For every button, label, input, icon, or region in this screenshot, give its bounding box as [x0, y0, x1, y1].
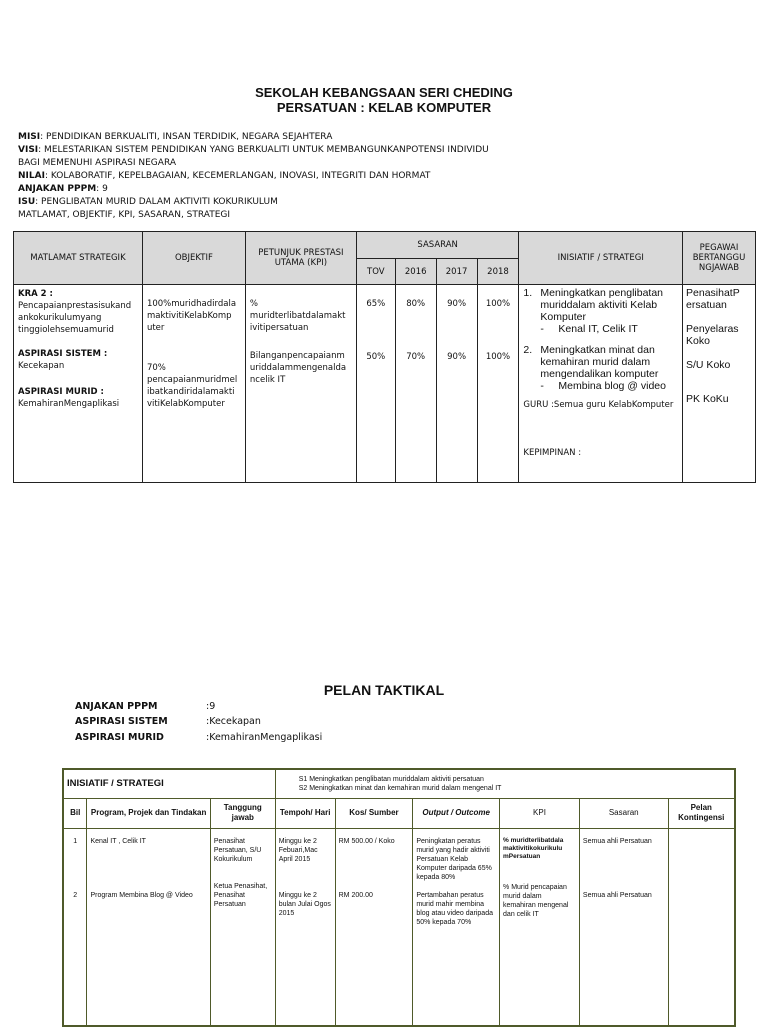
kos-cell	[335, 828, 413, 1026]
col-program: Program, Projek dan Tindakan	[87, 798, 210, 828]
objektif-cell	[142, 285, 245, 483]
objektif-2: 70% pencapaianmuridmel ibatkandiridalamakti vitiKelabKomputer	[146, 363, 238, 409]
target-2018-1: 100%	[485, 299, 511, 309]
target-2016	[395, 285, 436, 483]
pegawai-2: Penyelaras Koko	[686, 323, 739, 347]
header-year-2018: 2018	[477, 259, 519, 285]
target-2017-2: 90%	[447, 352, 467, 362]
program-cell	[87, 828, 210, 1026]
row-1-kpi: % muridterlibatdala maktivitikokurikulu mPersatuan	[503, 836, 564, 860]
sasaran-cell	[579, 828, 668, 1026]
pegawai-1: PenasihatP ersatuan	[686, 287, 740, 311]
aspirasi-murid-label: ASPIRASI MURID :	[18, 387, 104, 397]
header-inisiatif: INISIATIF / STRATEGI	[519, 232, 683, 285]
inisiatif-cell: 1. Meningkatkan penglibatan muriddalam aktiviti Kelab Komputer - Kenal IT, Celik IT 2. Meningkatkan minat dan kemahiran murid dalam mengendalikan komputer - Membina blog @ video GURU :Semua guru KelabKomputer KEPIMPINAN :	[519, 285, 683, 483]
pelan-cell	[668, 828, 735, 1026]
target-2018-2: 100%	[485, 352, 511, 362]
tactical-table	[62, 768, 736, 1027]
target-tov-1: 65%	[366, 299, 386, 309]
kra-label: KRA 2 :	[18, 289, 53, 299]
col-sasaran: Sasaran	[579, 798, 668, 828]
inisiatif-2-number: 2.	[523, 344, 533, 356]
row-1-kos: RM 500.00 / Koko	[338, 837, 395, 845]
aspirasi-sistem-label: ASPIRASI SISTEM :	[18, 349, 108, 359]
meta-block	[18, 131, 489, 222]
aspirasi-murid-value: KemahiranMengaplikasi	[18, 399, 120, 409]
kpi-tactical-cell	[500, 828, 580, 1026]
inisiatif-1-number: 1.	[523, 287, 533, 299]
tactical-title: PELAN TAKTIKAL	[323, 682, 445, 698]
col-pelan: Pelan Kontingensi	[668, 798, 735, 828]
row-1-tanggung: Penasihat Persatuan, S/U Kokurikulum	[213, 837, 262, 863]
kpi-1: % muridterlibatdalamakt ivitipersatuan	[249, 299, 346, 333]
strategic-table	[13, 231, 756, 483]
col-kos: Kos/ Sumber	[335, 798, 413, 828]
col-kpi: KPI	[500, 798, 580, 828]
strategi-s1: S1 Meningkatkan penglibatan muriddalam aktiviti persatuan	[298, 775, 484, 783]
isu-text: : PENGLIBATAN MURID DALAM AKTIVITI KOKURIKULUM	[35, 197, 278, 207]
pegawai-4: PK KoKu	[686, 393, 729, 405]
output-cell	[413, 828, 500, 1026]
strategi-label: INISIATIF / STRATEGI	[63, 769, 275, 798]
header-matlamat: MATLAMAT STRATEGIK	[14, 232, 143, 285]
header-year-tov: TOV	[356, 259, 395, 285]
target-2017-1: 90%	[447, 299, 467, 309]
col-tempoh: Tempoh/ Hari	[275, 798, 335, 828]
target-2016-1: 80%	[406, 299, 426, 309]
header-kpi: PETUNJUK PRESTASI UTAMA (KPI)	[245, 232, 356, 285]
tactical-aspirasi-murid-value: :KemahiranMengaplikasi	[206, 732, 323, 743]
inisiatif-1-text: Meningkatkan penglibatan muriddalam aktiviti Kelab Komputer	[540, 287, 664, 323]
tactical-aspirasi-murid	[75, 732, 322, 743]
tactical-aspirasi-murid-label: ASPIRASI MURID	[75, 732, 164, 743]
header-year-2016: 2016	[395, 259, 436, 285]
tactical-aspirasi-sistem-value: :Kecekapan	[206, 716, 261, 727]
strategi-list	[275, 769, 735, 798]
tactical-aspirasi-sistem-label: ASPIRASI SISTEM	[75, 716, 168, 727]
col-output: Output / Outcome	[413, 798, 500, 828]
header-year-2017: 2017	[436, 259, 477, 285]
nilai-text: : KOLABORATIF, KEPELBAGAIAN, KECEMERLANGAN, INOVASI, INTEGRITI DAN HORMAT	[44, 171, 431, 181]
school-title: SEKOLAH KEBANGSAAN SERI CHEDING	[255, 85, 513, 100]
anjakan-text: : 9	[96, 184, 108, 194]
isu-label: ISU	[18, 197, 36, 207]
kra-text: Pencapaianprestasisukand ankokurikulumyang tinggiolehsemuamurid	[18, 301, 132, 335]
target-tov-2: 50%	[366, 352, 386, 362]
strategi-s2: S2 Meningkatkan minat dan kemahiran murid dalam mengenal IT	[298, 784, 502, 792]
matlamat-line: MATLAMAT, OBJEKTIF, KPI, SASARAN, STRATEGI	[18, 210, 231, 220]
row-2-sasaran: Semua ahli Persatuan	[582, 891, 652, 899]
target-2017	[436, 285, 477, 483]
inisiatif-1-sub: Kenal IT, Celik IT	[558, 323, 638, 335]
header-sasaran: SASARAN	[356, 232, 519, 259]
misi-text: : PENDIDIKAN BERKUALITI, INSAN TERDIDIK, NEGARA SEJAHTERA	[40, 132, 333, 142]
kpi-cell	[245, 285, 356, 483]
aspirasi-sistem-value: Kecekapan	[18, 361, 65, 371]
visi-label: VISI	[18, 145, 39, 155]
row-1-output: Peningkatan peratus murid yang hadir aktiviti Persatuan Kelab Komputer daripada 65% kepada 80%	[416, 837, 492, 881]
visi-text: : MELESTARIKAN SISTEM PENDIDIKAN YANG BERKUALITI UNTUK MEMBANGUNKANPOTENSI INDIVIDU	[38, 145, 489, 155]
matlamat-cell	[14, 285, 143, 483]
row-2-tempoh: Minggu ke 2 bulan Julai Ogos 2015	[278, 891, 331, 917]
row-1-tempoh: Minggu ke 2 Febuari,Mac April 2015	[278, 837, 318, 863]
pegawai-3: S/U Koko	[686, 359, 731, 371]
kpi-2: Bilanganpencapaianm uriddalammengenalda ncelik IT	[249, 351, 347, 385]
tanggung-cell	[210, 828, 275, 1026]
tactical-anjakan-label: ANJAKAN PPPM	[75, 701, 158, 712]
pegawai-cell	[683, 285, 756, 483]
guru-line: GURU :Semua guru KelabKomputer	[523, 400, 674, 410]
bil-cell	[63, 828, 87, 1026]
kepimpinan-line: KEPIMPINAN :	[523, 448, 582, 458]
misi-label: MISI	[18, 132, 41, 142]
unit-title: PERSATUAN : KELAB KOMPUTER	[276, 100, 492, 115]
row-1-program: Kenal IT , Celik IT	[90, 837, 146, 845]
inisiatif-2-sub: Membina blog @ video	[558, 380, 666, 392]
nilai-label: NILAI	[18, 171, 45, 181]
header-objektif: OBJEKTIF	[142, 232, 245, 285]
tactical-anjakan	[75, 701, 215, 712]
row-1-sasaran: Semua ahli Persatuan	[582, 837, 652, 845]
row-2-output: Pertambahan peratus murid mahir membina blog atau video daripada 50% kepada 70%	[416, 891, 493, 926]
tactical-anjakan-value: :9	[206, 701, 216, 712]
col-bil: Bil	[63, 798, 87, 828]
target-tov	[356, 285, 395, 483]
row-2-kpi: % Murid pencapaian murid dalam kemahiran mengenal dan celik IT	[503, 883, 569, 918]
anjakan-label: ANJAKAN PPPM	[18, 184, 97, 194]
target-2018	[477, 285, 519, 483]
tempoh-cell	[275, 828, 335, 1026]
row-2-tanggung: Ketua Penasihat, Penasihat Persatuan	[213, 882, 268, 908]
header-pegawai: PEGAWAI BERTANGGU NGJAWAB	[683, 232, 756, 285]
tactical-aspirasi-sistem	[75, 716, 261, 727]
row-2-bil: 2	[73, 891, 78, 899]
row-2-kos: RM 200.00	[338, 891, 373, 899]
row-2-program: Program Membina Blog @ Video	[90, 891, 193, 899]
visi-text-2: BAGI MEMENUHI ASPIRASI NEGARA	[18, 158, 176, 168]
row-1-bil: 1	[73, 837, 78, 845]
target-2016-2: 70%	[406, 352, 426, 362]
objektif-1: 100%muridhadirdala maktivitiKelabKomp uter	[146, 299, 237, 333]
inisiatif-2-text: Meningkatkan minat dan kemahiran murid dalam mengendalikan komputer	[540, 344, 659, 380]
col-tanggung: Tanggung jawab	[210, 798, 275, 828]
